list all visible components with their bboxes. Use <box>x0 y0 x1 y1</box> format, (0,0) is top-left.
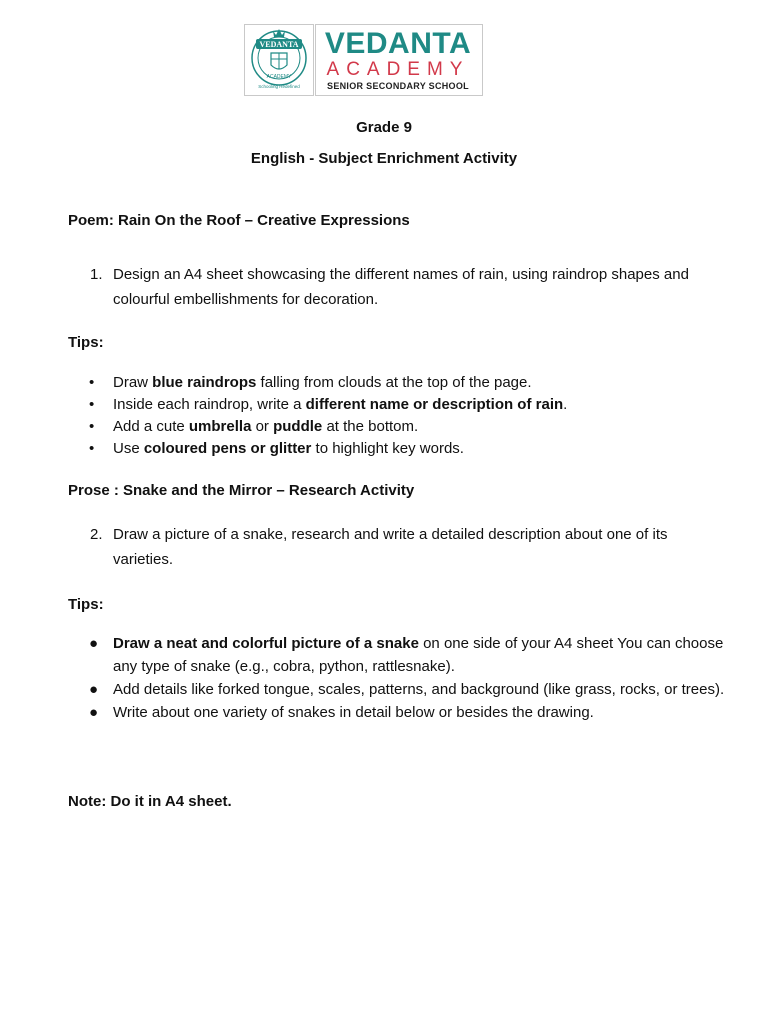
tips-list-2 <box>88 632 738 724</box>
bullet-icon: ● <box>89 704 99 721</box>
bullet-icon: ● <box>89 681 99 698</box>
emblem-name-text: VEDANTA <box>259 40 299 49</box>
item-text: Design an A4 sheet showcasing the different names of rain, using raindrop shapes and colourful embellishments for decoration. <box>113 266 689 308</box>
item-text: Draw a picture of a snake, research and write a detailed description about one of its varieties. <box>113 526 668 568</box>
subject-heading: English - Subject Enrichment Activity <box>250 150 518 167</box>
list-item: • Inside each raindrop, write a different name or description of rain. <box>88 394 738 416</box>
school-type: SENIOR SECONDARY SCHOOL <box>327 81 469 91</box>
list-item: • Draw blue raindrops falling from clouds at the top of the page. <box>88 372 738 394</box>
prose-heading: Prose : Snake and the Mirror – Research Activity <box>68 482 415 499</box>
bullet-icon: ● <box>89 635 99 652</box>
note: Note: Do it in A4 sheet. <box>68 793 232 810</box>
emblem-motto: Schooling Redefined <box>258 84 300 89</box>
bullet-icon: • <box>89 418 95 435</box>
bullet-icon: • <box>89 440 95 457</box>
school-name: VEDANTA <box>324 27 472 60</box>
tips-label-2: Tips: <box>68 596 104 613</box>
school-logo <box>244 24 482 96</box>
tips-list-1 <box>88 372 738 460</box>
school-wordmark <box>315 24 483 96</box>
grade-heading: Grade 9 <box>356 119 412 136</box>
list-item: • Add a cute umbrella or puddle at the bottom. <box>88 416 738 438</box>
list-item: • Use coloured pens or glitter to highlight key words. <box>88 438 738 460</box>
numbered-item-1 <box>90 262 730 312</box>
emblem-sub-text: ACADEMY <box>266 74 292 80</box>
bullet-icon: • <box>89 374 95 391</box>
list-item: ● Write about one variety of snakes in detail below or besides the drawing. <box>88 701 738 724</box>
school-name-academy: ACADEMY <box>326 59 470 80</box>
numbered-item-2 <box>90 522 730 572</box>
item-number: 1. <box>90 266 103 283</box>
item-number: 2. <box>90 526 103 543</box>
bullet-icon: • <box>89 396 95 413</box>
list-item: ● Draw a neat and colorful picture of a snake on one side of your A4 sheet You can choose any type of snake (e.g., cobra, python, rattlesnake). <box>88 632 738 678</box>
list-item: ● Add details like forked tongue, scales, patterns, and background (like grass, rocks, or trees). <box>88 678 738 701</box>
shield-emblem-icon <box>244 24 314 96</box>
tips-label-1: Tips: <box>68 334 104 351</box>
poem-heading: Poem: Rain On the Roof – Creative Expressions <box>68 212 410 229</box>
